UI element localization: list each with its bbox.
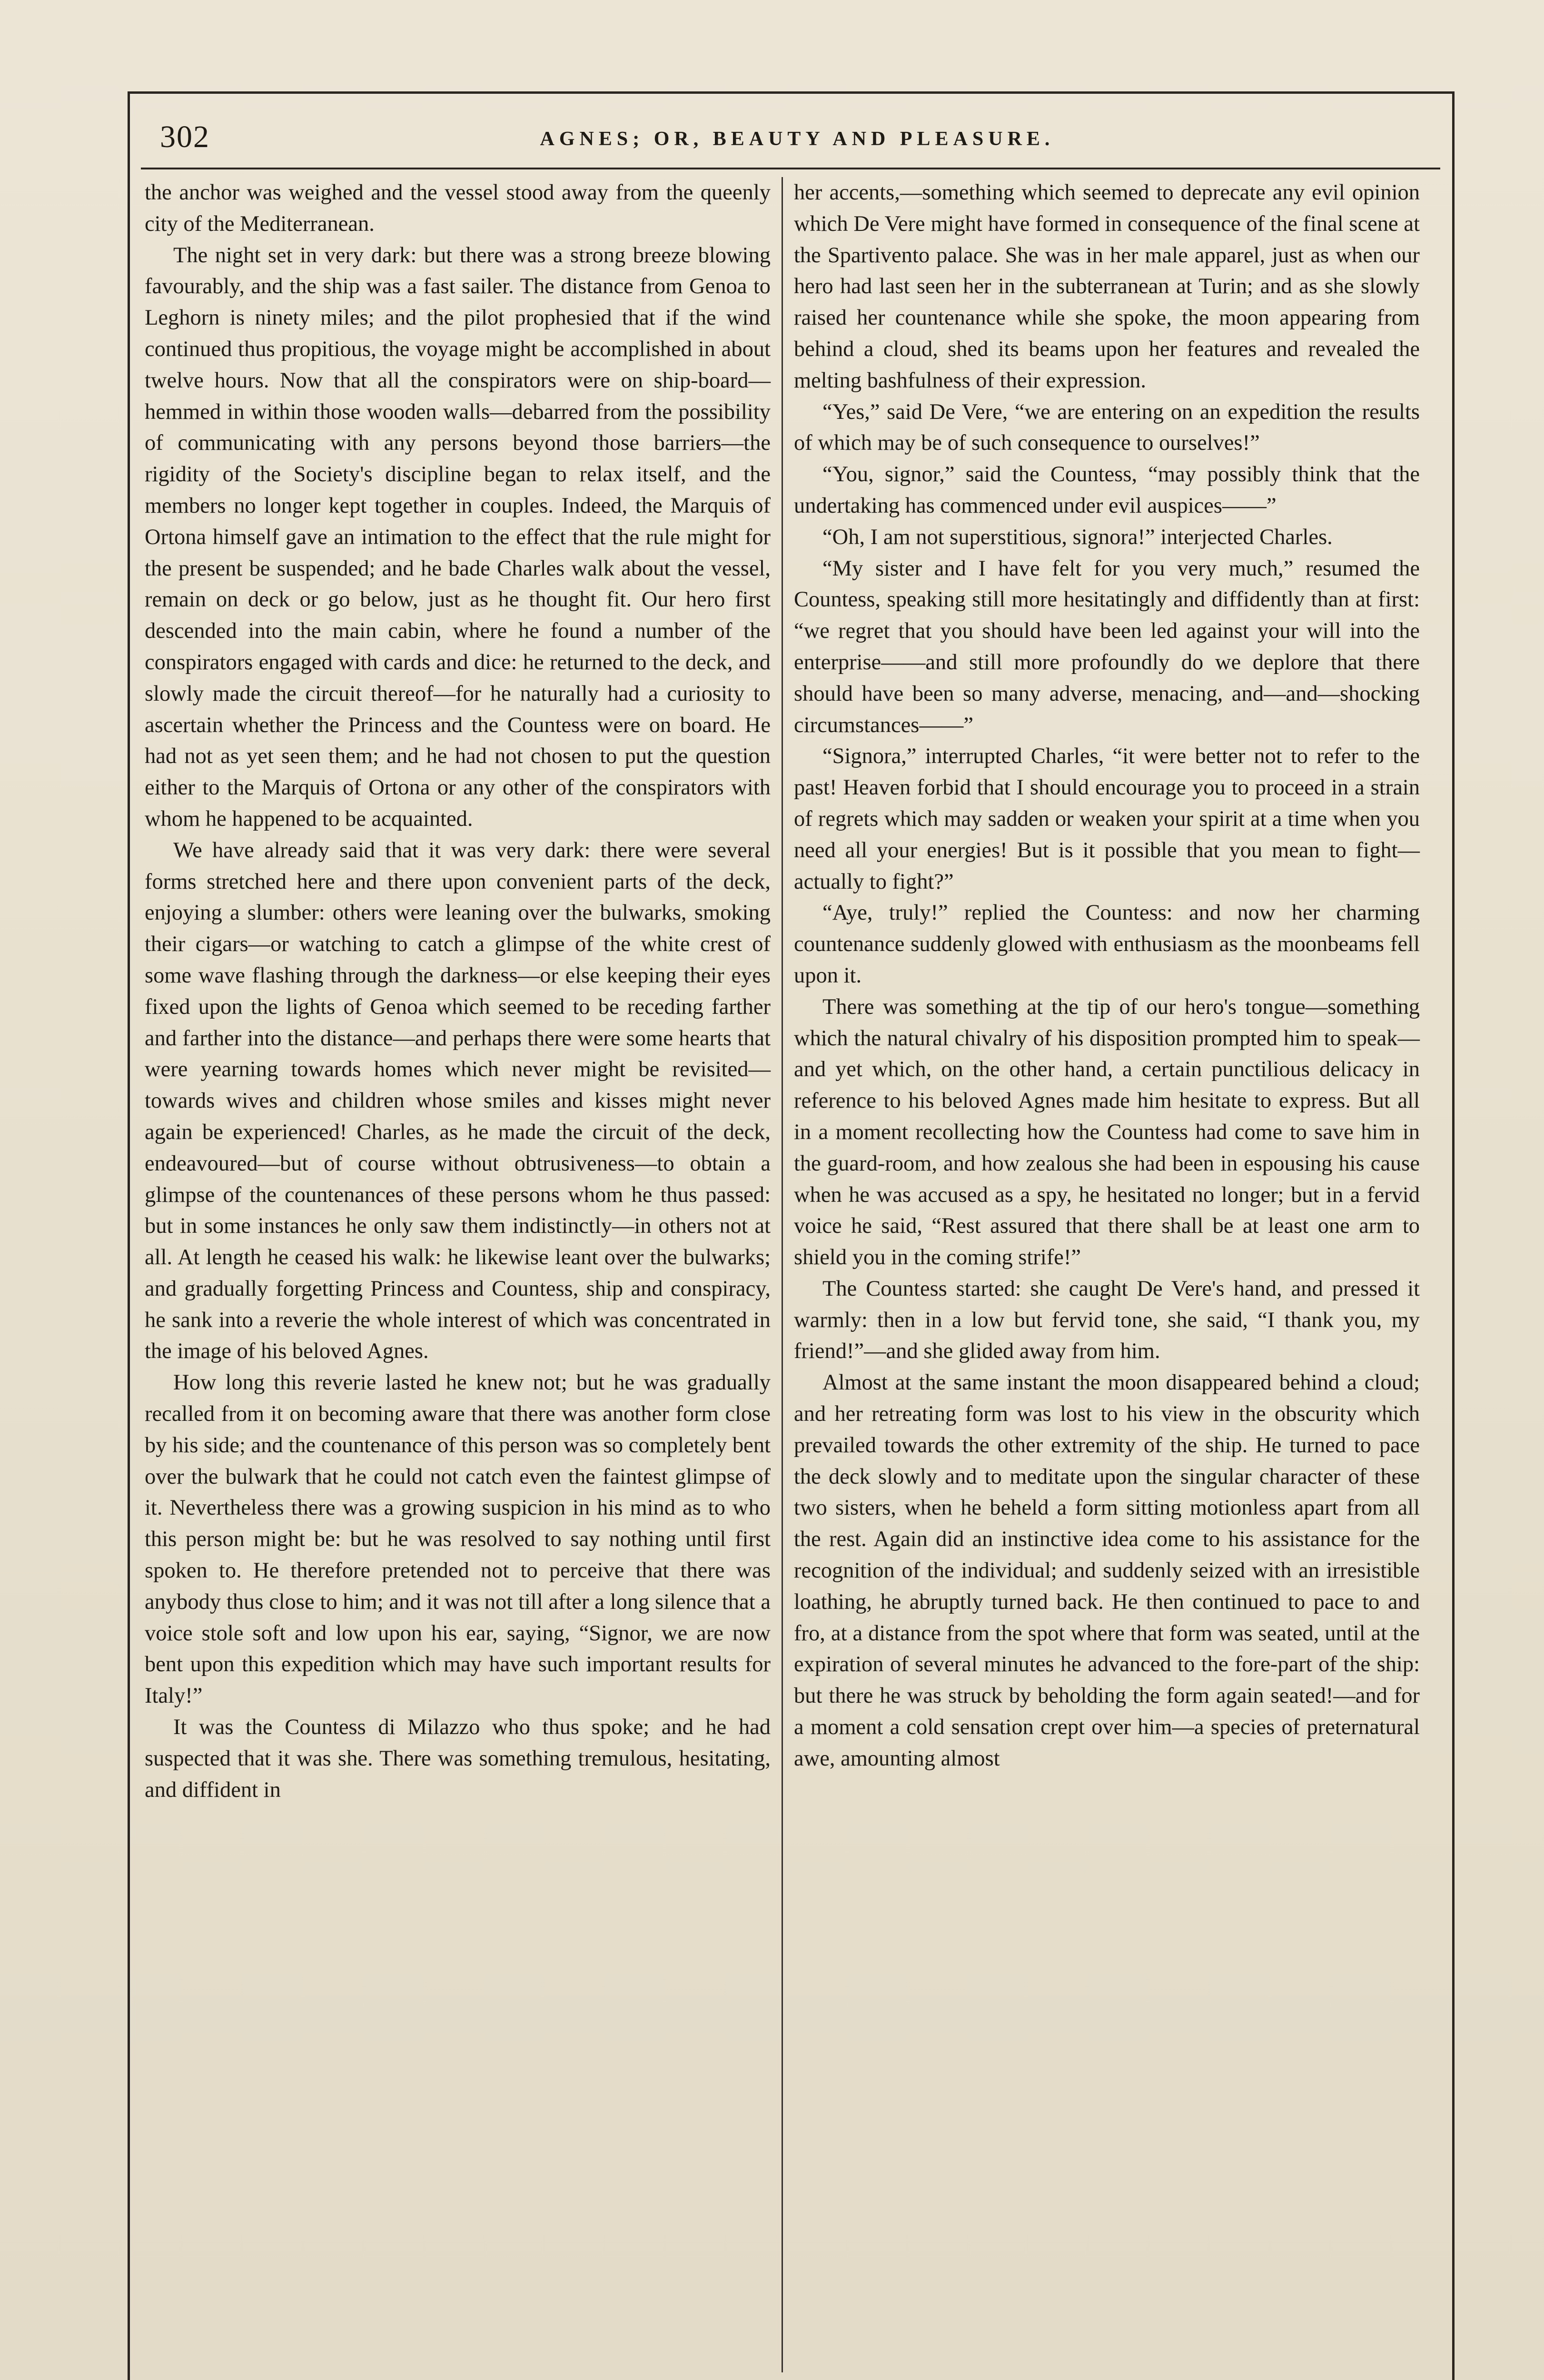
paragraph: “Signora,” interrupted Charles, “it were better not to refer to the past! Heaven forbid that I should encourage you to proceed in a strain of regrets which may sadden or weaken your spirit at a time when you need all your energies! But is it possible that you mean to fight—actually to fight?” [794,744,1420,894]
left-column [145,177,771,1805]
paragraph: “You, signor,” said the Countess, “may possibly think that the undertaking has commenced under evil auspices——” [794,462,1420,518]
paragraph: “Oh, I am not superstitious, signora!” interjected Charles. [822,525,1333,549]
paragraph: It was the Countess di Milazzo who thus spoke; and he had suspected that it was she. There was something tremulous, hesitating, and diffident in [145,1715,771,1802]
paragraph: “Aye, truly!” replied the Countess: and now her charming countenance suddenly glowed with enthusiasm as the moonbeams fell upon it. [794,901,1420,988]
paragraph: The Countess started: she caught De Vere's hand, and pressed it warmly: then in a low but fervid tone, she said, “I thank you, my friend!”—and she glided away from him. [794,1276,1420,1364]
paragraph: How long this reverie lasted he knew not; but he was gradually recalled from it on becoming aware that there was another form close by his side; and the countenance of this person was so completely bent over the bulwark that he could not catch even the faintest glimpse of it. Nevertheless there was a growing suspicion in his mind as to who this person might be: but he was resolved to say nothing until first spoken to. He therefore pretended not to perceive that there was anybody thus close to him; and it was not till after a long silence that a voice stole soft and low upon his ear, saying, “Signor, we are now bent upon this expedition which may have such important results for Italy!” [145,1370,771,1708]
paragraph: the anchor was weighed and the vessel stood away from the queenly city of the Mediterranean. [145,180,771,236]
right-column [794,177,1420,1775]
paragraph: “My sister and I have felt for you very much,” resumed the Countess, speaking still more hesitatingly and diffidently than at first: “we regret that you should have been led against your will into the enterprise——and still more profoundly do we deplore that there should have been so many adverse, menacing, and—and—shocking circumstances——” [794,556,1420,737]
header-rule [141,168,1440,169]
column-divider [782,177,783,2372]
page-header [157,109,1437,161]
running-title: AGNES; OR, BEAUTY AND PLEASURE. [540,128,1055,150]
paragraph: The night set in very dark: but there was a strong breeze blowing favourably, and the ship was a fast sailer. The distance from Genoa to Leghorn is ninety miles; and the pilot prophesied that if the wind continued thus propitious, the voyage might be accomplished in about twelve hours. Now that all the conspirators were on ship-board—hemmed in within those wooden walls—debarred from the possibility of communicating with any persons beyond those barriers—the rigidity of the Society's discipline began to relax itself, and the members no longer kept together in couples. Indeed, the Marquis of Ortona himself gave an intimation to the effect that the rule might for the present be suspended; and he bade Charles walk about the vessel, remain on deck or go below, just as he thought fit. Our hero first descended into the main cabin, where he found a number of the conspirators engaged with cards and dice: he returned to the deck, and slowly made the circuit thereof—for he naturally had a curiosity to ascertain whether the Princess and the Countess were on board. He had not as yet seen them; and he had not chosen to put the question either to the Marquis of Ortona or any other of the conspirators with whom he happened to be acquainted. [145,243,771,831]
paragraph: “Yes,” said De Vere, “we are entering on an expedition the results of which may be of such consequence to ourselves!” [794,399,1420,456]
paragraph: Almost at the same instant the moon disappeared behind a cloud; and her retreating form was lost to his view in the obscurity which prevailed towards the other extremity of the ship. He turned to pace the deck slowly and to meditate upon the singular character of these two sisters, when he beheld a form sitting motionless apart from all the rest. Again did an instinctive idea come to his assistance for the recognition of the individual; and suddenly seized with an irresistible loathing, he abruptly turned back. He then continued to pace to and fro, at a distance from the spot where that form was seated, until at the expiration of several minutes he advanced to the fore-part of the ship: but there he was struck by beholding the form again seated!—and for a moment a cold sensation crept over him—a species of preternatural awe, amounting almost [794,1370,1420,1771]
paragraph: We have already said that it was very dark: there were several forms stretched here and there upon convenient parts of the deck, enjoying a slumber: others were leaning over the bulwarks, smoking their cigars—or watching to catch a glimpse of the white crest of some wave flashing through the darkness—or else keeping their eyes fixed upon the lights of Genoa which seemed to be receding farther and farther into the distance—and perhaps there were some hearts that were yearning towards homes which never might be revisited—towards wives and children whose smiles and kisses might never again be experienced! Charles, as he made the circuit of the deck, endeavoured—but of course without obtrusiveness—to obtain a glimpse of the countenances of these persons whom he thus passed: but in some instances he only saw them indistinctly—in others not at all. At length he ceased his walk: he likewise leant over the bulwarks; and gradually forgetting Princess and Countess, ship and conspiracy, he sank into a reverie the whole interest of which was concentrated in the image of his beloved Agnes. [145,838,771,1364]
paragraph: There was something at the tip of our hero's tongue—something which the natural chivalry of his disposition prompted him to speak—and yet which, on the other hand, a certain punctilious delicacy in reference to his beloved Agnes made him hesitate to express. But all in a moment recollecting how the Countess had come to save him in the guard-room, and how zealous she had been in espousing his cause when he was accused as a spy, he hesitated no longer; but in a fervid voice he said, “Rest assured that there shall be at least one arm to shield you in the coming strife!” [794,994,1420,1270]
paragraph: her accents,—something which seemed to deprecate any evil opinion which De Vere might have formed in consequence of the final scene at the Spartivento palace. She was in her male apparel, just as when our hero had last seen her in the subterranean at Turin; and as she slowly raised her countenance while she spoke, the moon appearing from behind a cloud, shed its beams upon her features and revealed the melting bashfulness of their expression. [794,180,1420,393]
page-number: 302 [160,119,210,154]
